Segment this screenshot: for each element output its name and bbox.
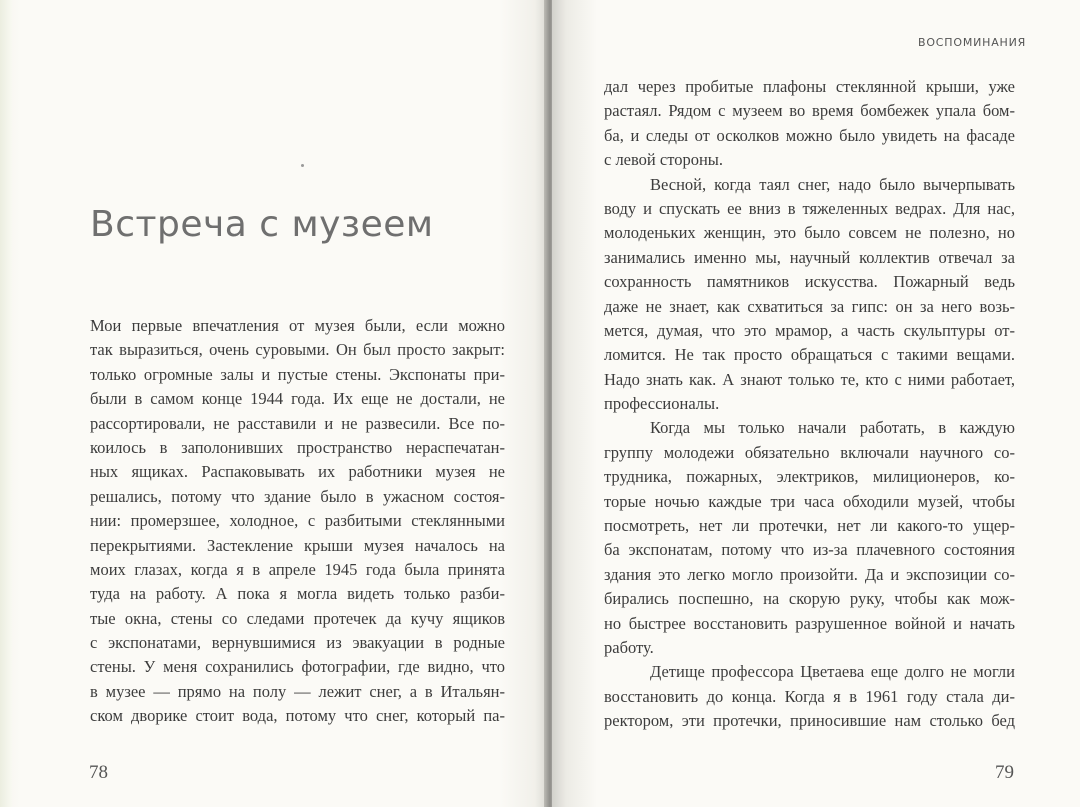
text-line: коилось в заполонивших пространство нераспечатан- xyxy=(90,437,505,457)
text-line: решались, потому что здание было в ужасном состоя- xyxy=(90,486,505,506)
text-line: Весной, когда таял снег, надо было вычерпывать xyxy=(650,174,1015,194)
text-line: молоденьких женщин, это было совсем не полезно, но xyxy=(604,223,1015,243)
text-line: профессионалы. xyxy=(604,394,720,414)
text-line: трудника, пожарных, электриков, милиционеров, ко- xyxy=(604,467,1015,487)
text-line: мется, думая, что это мрамор, а часть скульптуры от- xyxy=(604,320,1015,340)
text-line: стены. У меня сохранились фотографии, где видно, что xyxy=(90,657,505,677)
text-line: растаял. Рядом с музеем во время бомбежек упала бом- xyxy=(604,101,1015,121)
text-line: ректором, эти протечки, приносившие нам столько бед xyxy=(604,711,1015,731)
text-line: с экспонатами, вернувшимися из эвакуации в родные xyxy=(90,633,505,653)
text-line: ных ящиках. Распаковывать их работники музея не xyxy=(90,462,505,482)
text-line: с левой стороны. xyxy=(604,150,723,170)
text-line: дал через пробитые плафоны стеклянной крыши, уже xyxy=(604,77,1015,96)
text-line: Мои первые впечатления от музея были, если можно xyxy=(90,316,505,335)
text-line: восстановить до конца. Когда я в 1961 году стала ди- xyxy=(604,686,1015,706)
text-line: тые окна, стены со следами протечек да кучу ящиков xyxy=(90,608,505,628)
text-line: рассортировали, не расставили и не развесили. Все по- xyxy=(90,413,505,433)
text-line: Детище профессора Цветаева еще долго не могли xyxy=(650,662,1015,682)
left-body-text xyxy=(90,314,505,729)
text-line: работу. xyxy=(604,637,654,657)
page-number-right: 79 xyxy=(995,762,1014,783)
text-line: ломится. Не так просто обращаться с такими вещами. xyxy=(604,345,1015,365)
running-head: ВОСПОМИНАНИЯ xyxy=(918,36,1027,49)
text-line: воду и спускать ее вниз в тяжеленных ведрах. Для нас, xyxy=(604,198,1015,218)
text-line: сохранность памятников искусства. Пожарный ведь xyxy=(604,272,1015,292)
text-line: ба, и следы от осколков можно было увидеть на фасаде xyxy=(604,125,1015,145)
text-line: нии: промерзшее, холодное, с разбитыми стеклянными xyxy=(90,511,505,531)
text-line: Надо знать как. А знают только те, кто с ними работает, xyxy=(604,369,1015,389)
page-number-left: 78 xyxy=(89,762,108,783)
text-line: посмотреть, нет ли протечки, нет ли какого-то ущер- xyxy=(604,516,1015,536)
page-edge xyxy=(0,0,12,807)
text-line: Когда мы только начали работать, в каждую xyxy=(650,418,1015,438)
text-line: группу молодежи обязательно включали научного со- xyxy=(604,442,1015,462)
text-line: но быстрее восстановить разрушенное войной и начать xyxy=(604,613,1015,633)
text-line: в музее — прямо на полу — лежит снег, а в Итальян- xyxy=(90,681,505,701)
right-body-text xyxy=(604,75,1015,734)
text-line: торые ночью каждые три часа обходили музей, чтобы xyxy=(604,491,1015,511)
text-line: моих глазах, когда я в апреле 1945 года была принята xyxy=(90,559,505,579)
text-line: бирались поспешно, на скорую руку, чтобы как мож- xyxy=(604,589,1015,609)
text-line: даже не знает, как схватиться за гипс: он за него возь- xyxy=(604,296,1015,316)
text-line: ском дворике стоит вода, потому что снег, который па- xyxy=(90,706,505,726)
chapter-title: Встреча с музеем xyxy=(90,204,434,246)
speck xyxy=(301,164,304,167)
text-line: только огромные залы и пустые стены. Экспонаты при- xyxy=(90,364,505,384)
text-line: перекрытиями. Застекление крыши музея началось на xyxy=(90,535,505,555)
text-line: туда на работу. А пока я могла видеть только разби- xyxy=(90,584,505,604)
text-line: были в самом конце 1944 года. Их еще не достали, не xyxy=(90,389,505,409)
text-line: ба экспонатам, потому что из-за плачевного состояния xyxy=(604,540,1015,560)
text-line: так выразиться, очень суровыми. Он был просто закрыт: xyxy=(90,340,505,360)
text-line: здания это легко могло произойти. Да и экспозиции со- xyxy=(604,564,1015,584)
text-line: занимались именно мы, научный коллектив отвечал за xyxy=(604,247,1015,267)
